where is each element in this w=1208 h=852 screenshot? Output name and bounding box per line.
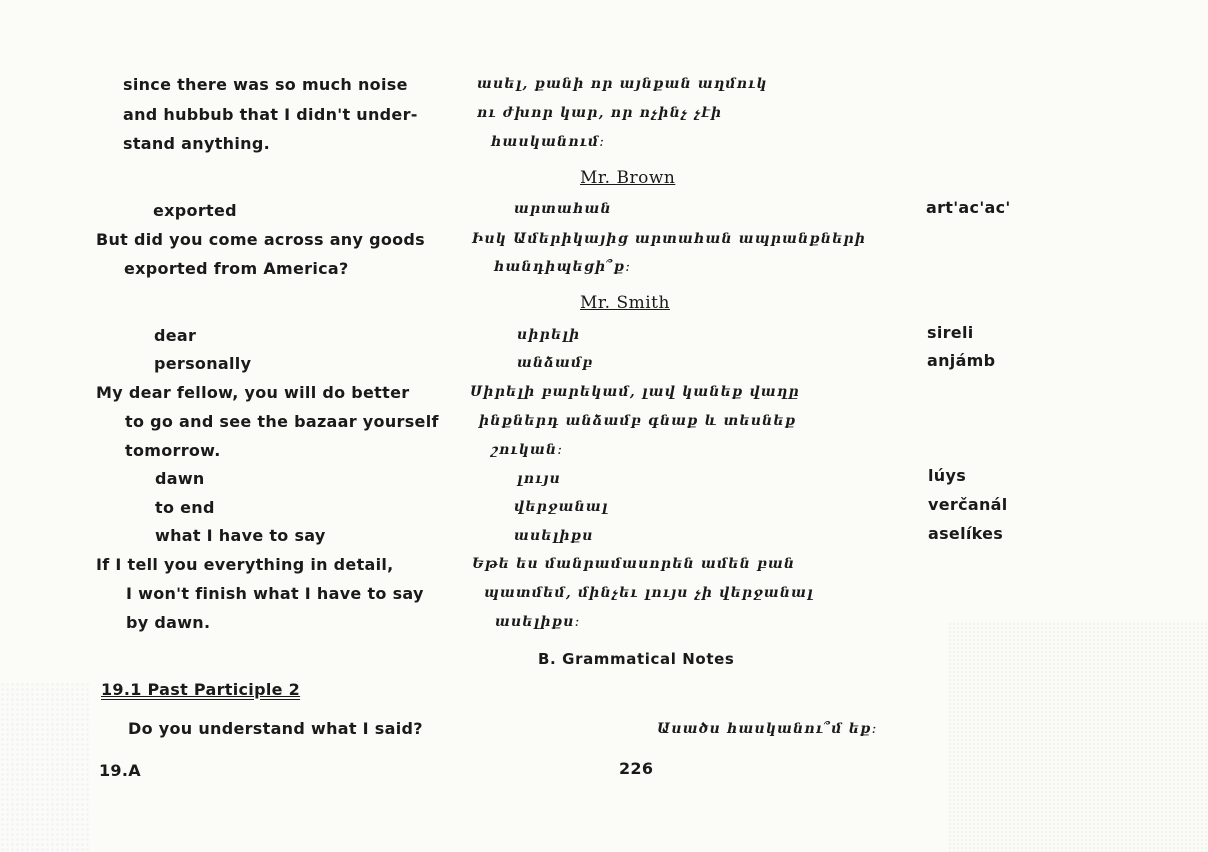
vocab-armenian: վերջանալ <box>514 499 609 515</box>
english-line: tomorrow. <box>125 441 221 460</box>
english-line: But did you come across any goods <box>96 230 426 249</box>
armenian-line: Իսկ Ամերիկայից արտահան ապրանքների <box>472 231 867 247</box>
english-line: I won't finish what I have to say <box>126 584 424 603</box>
armenian-line: ինքներդ անձամբ գնաք և տեսնեք <box>479 413 797 429</box>
scan-grain-left <box>0 682 90 852</box>
armenian-line: Սիրելի բարեկամ, լավ կանեք վաղը <box>470 384 800 400</box>
armenian-line: Եթե ես մանրամասորեն ամեն բան <box>472 556 796 572</box>
vocab-armenian: ասելիքս <box>514 528 594 544</box>
armenian-line: ասելիքս։ <box>495 614 581 630</box>
vocab-transliteration: sireli <box>927 323 974 342</box>
armenian-line: ասել, քանի որ այնքան աղմուկ <box>477 76 768 92</box>
vocab-transliteration: aselíkes <box>928 524 1004 543</box>
section-heading: B. Grammatical Notes <box>538 650 735 668</box>
footer-label: 19.A <box>99 761 141 780</box>
vocab-english: dawn <box>155 469 205 488</box>
vocab-english: personally <box>154 354 252 373</box>
vocab-armenian: սիրելի <box>517 327 581 343</box>
example-english: Do you understand what I said? <box>128 719 423 738</box>
armenian-line: հասկանում։ <box>491 134 606 150</box>
vocab-transliteration: lúys <box>928 466 967 485</box>
armenian-line: ու ժխոր կար, որ ոչինչ չէի <box>477 105 723 121</box>
armenian-line: հանդիպեցի՞ք։ <box>494 259 632 275</box>
vocab-armenian: անձամբ <box>517 355 594 371</box>
armenian-line: շուկան։ <box>491 442 564 458</box>
vocab-armenian: արտահան <box>514 201 612 217</box>
vocab-english: to end <box>155 498 215 517</box>
vocab-english: dear <box>154 326 197 345</box>
scan-grain <box>948 622 1208 852</box>
speaker-label: Mr. Brown <box>580 168 676 188</box>
english-line: since there was so much noise <box>123 75 408 94</box>
english-line: My dear fellow, you will do better <box>96 383 410 402</box>
vocab-english: what I have to say <box>155 526 326 545</box>
vocab-transliteration: anjámb <box>927 351 996 370</box>
english-line: exported from America? <box>124 259 349 278</box>
subsection-heading: 19.1 Past Participle 2 <box>101 680 301 699</box>
english-line: by dawn. <box>126 613 211 632</box>
armenian-line: պատմեմ, մինչեւ լույս չի վերջանալ <box>484 585 814 601</box>
example-armenian: Ասածս հասկանու՞մ եք։ <box>657 721 878 737</box>
vocab-armenian: լույս <box>517 471 561 487</box>
english-line: and hubbub that I didn't under- <box>123 105 418 124</box>
vocab-english: exported <box>153 201 237 220</box>
vocab-transliteration: art'ac'ac' <box>926 198 1011 217</box>
speaker-label: Mr. Smith <box>580 293 670 313</box>
english-line: to go and see the bazaar yourself <box>125 412 439 431</box>
english-line: If I tell you everything in detail, <box>96 555 394 574</box>
vocab-transliteration: verčanál <box>928 495 1008 514</box>
english-line: stand anything. <box>123 134 270 153</box>
page-number: 226 <box>619 759 654 778</box>
